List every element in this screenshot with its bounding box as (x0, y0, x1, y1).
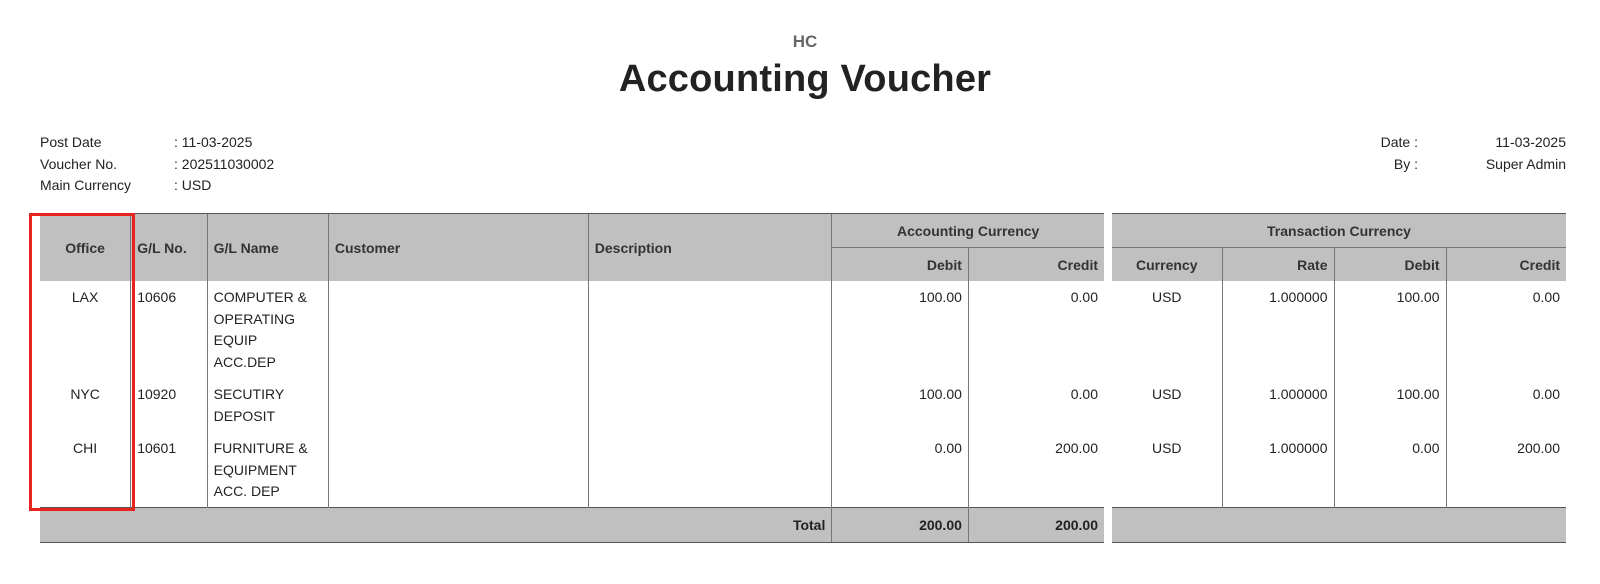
col-header-tx-credit: Credit (1446, 248, 1566, 282)
total-credit: 200.00 (968, 508, 1104, 543)
main-currency-value: : USD (174, 177, 212, 193)
currency-cell: USD (1151, 386, 1182, 402)
voucher-no-row (40, 154, 274, 176)
date-label: Date : (1380, 134, 1418, 150)
date-value: 11-03-2025 (1495, 134, 1566, 150)
tx-debit-cell: 0.00 (1334, 432, 1446, 508)
company-name: HC (792, 32, 818, 51)
voucher-meta-right (1358, 132, 1566, 175)
rate-cell: 1.000000 (1222, 432, 1334, 508)
office-column-highlight (29, 213, 135, 511)
voucher-no-label: Voucher No. (40, 155, 118, 172)
total-debit: 200.00 (832, 508, 969, 543)
col-header-accounting-currency: Accounting Currency (832, 214, 1104, 248)
gl-no-cell: 10606 (131, 281, 207, 378)
acc-debit-cell: 100.00 (832, 281, 969, 378)
by-value: Super Admin (1485, 155, 1566, 172)
by-label: By : (1393, 155, 1418, 172)
table-row (40, 378, 1104, 432)
tx-credit-cell: 0.00 (1446, 281, 1566, 378)
office-cell: LAX (71, 289, 99, 305)
office-cell: CHI (73, 440, 98, 456)
gl-no-cell: 10920 (131, 378, 207, 432)
table-row (40, 281, 1104, 378)
currency-cell: USD (1151, 289, 1182, 305)
tx-credit-cell: 200.00 (1446, 432, 1566, 508)
acc-credit-cell: 0.00 (968, 378, 1104, 432)
description-cell (588, 281, 832, 378)
col-header-gl-name: G/L Name (207, 214, 328, 282)
currency-cell: USD (1151, 440, 1182, 456)
rate-cell: 1.000000 (1222, 281, 1334, 378)
gl-name-cell: SECUTIRY DEPOSIT (207, 378, 328, 432)
voucher-table-transaction (1112, 213, 1566, 543)
date-row (1358, 132, 1566, 154)
table-row (1112, 432, 1566, 508)
customer-cell (328, 432, 588, 508)
table-row (1112, 378, 1566, 432)
rate-cell: 1.000000 (1222, 378, 1334, 432)
customer-cell (328, 378, 588, 432)
voucher-no-value: : 202511030002 (174, 155, 275, 172)
transaction-totals-row (1112, 508, 1566, 543)
main-currency-label: Main Currency (40, 177, 132, 193)
description-cell (588, 378, 832, 432)
post-date-value: : 11-03-2025 (174, 134, 253, 150)
col-header-customer: Customer (328, 214, 588, 282)
acc-debit-cell: 100.00 (832, 378, 969, 432)
gl-name-cell: COMPUTER & OPERATING EQUIP ACC.DEP (207, 281, 328, 378)
post-date-label: Post Date (40, 134, 102, 150)
acc-credit-cell: 200.00 (968, 432, 1104, 508)
acc-credit-cell: 0.00 (968, 281, 1104, 378)
totals-row (40, 508, 1104, 543)
office-cell: NYC (70, 386, 100, 402)
col-header-tx-debit: Debit (1334, 248, 1446, 282)
col-header-rate: Rate (1222, 248, 1334, 282)
by-row (1358, 154, 1566, 176)
tx-debit-cell: 100.00 (1334, 281, 1446, 378)
post-date-row (40, 132, 274, 154)
col-header-office: Office (40, 214, 131, 282)
gl-name-cell: FURNITURE & EQUIPMENT ACC. DEP (207, 432, 328, 508)
col-header-gl-no: G/L No. (131, 214, 207, 282)
col-header-currency: Currency (1112, 248, 1222, 282)
main-currency-row (40, 175, 274, 197)
tx-debit-cell: 100.00 (1334, 378, 1446, 432)
col-header-description: Description (588, 214, 832, 282)
transaction-totals-cell (1112, 508, 1566, 543)
voucher-table-accounting (40, 213, 1104, 543)
col-header-transaction-currency: Transaction Currency (1112, 214, 1566, 248)
col-header-acc-debit: Debit (832, 248, 969, 282)
tx-credit-cell: 0.00 (1446, 378, 1566, 432)
gl-no-cell: 10601 (131, 432, 207, 508)
page-title: Accounting Voucher (618, 58, 992, 100)
table-row (1112, 281, 1566, 378)
total-label: Total (40, 508, 832, 543)
table-row (40, 432, 1104, 508)
acc-debit-cell: 0.00 (832, 432, 969, 508)
col-header-acc-credit: Credit (968, 248, 1104, 282)
description-cell (588, 432, 832, 508)
voucher-meta-left (40, 132, 274, 197)
customer-cell (328, 281, 588, 378)
